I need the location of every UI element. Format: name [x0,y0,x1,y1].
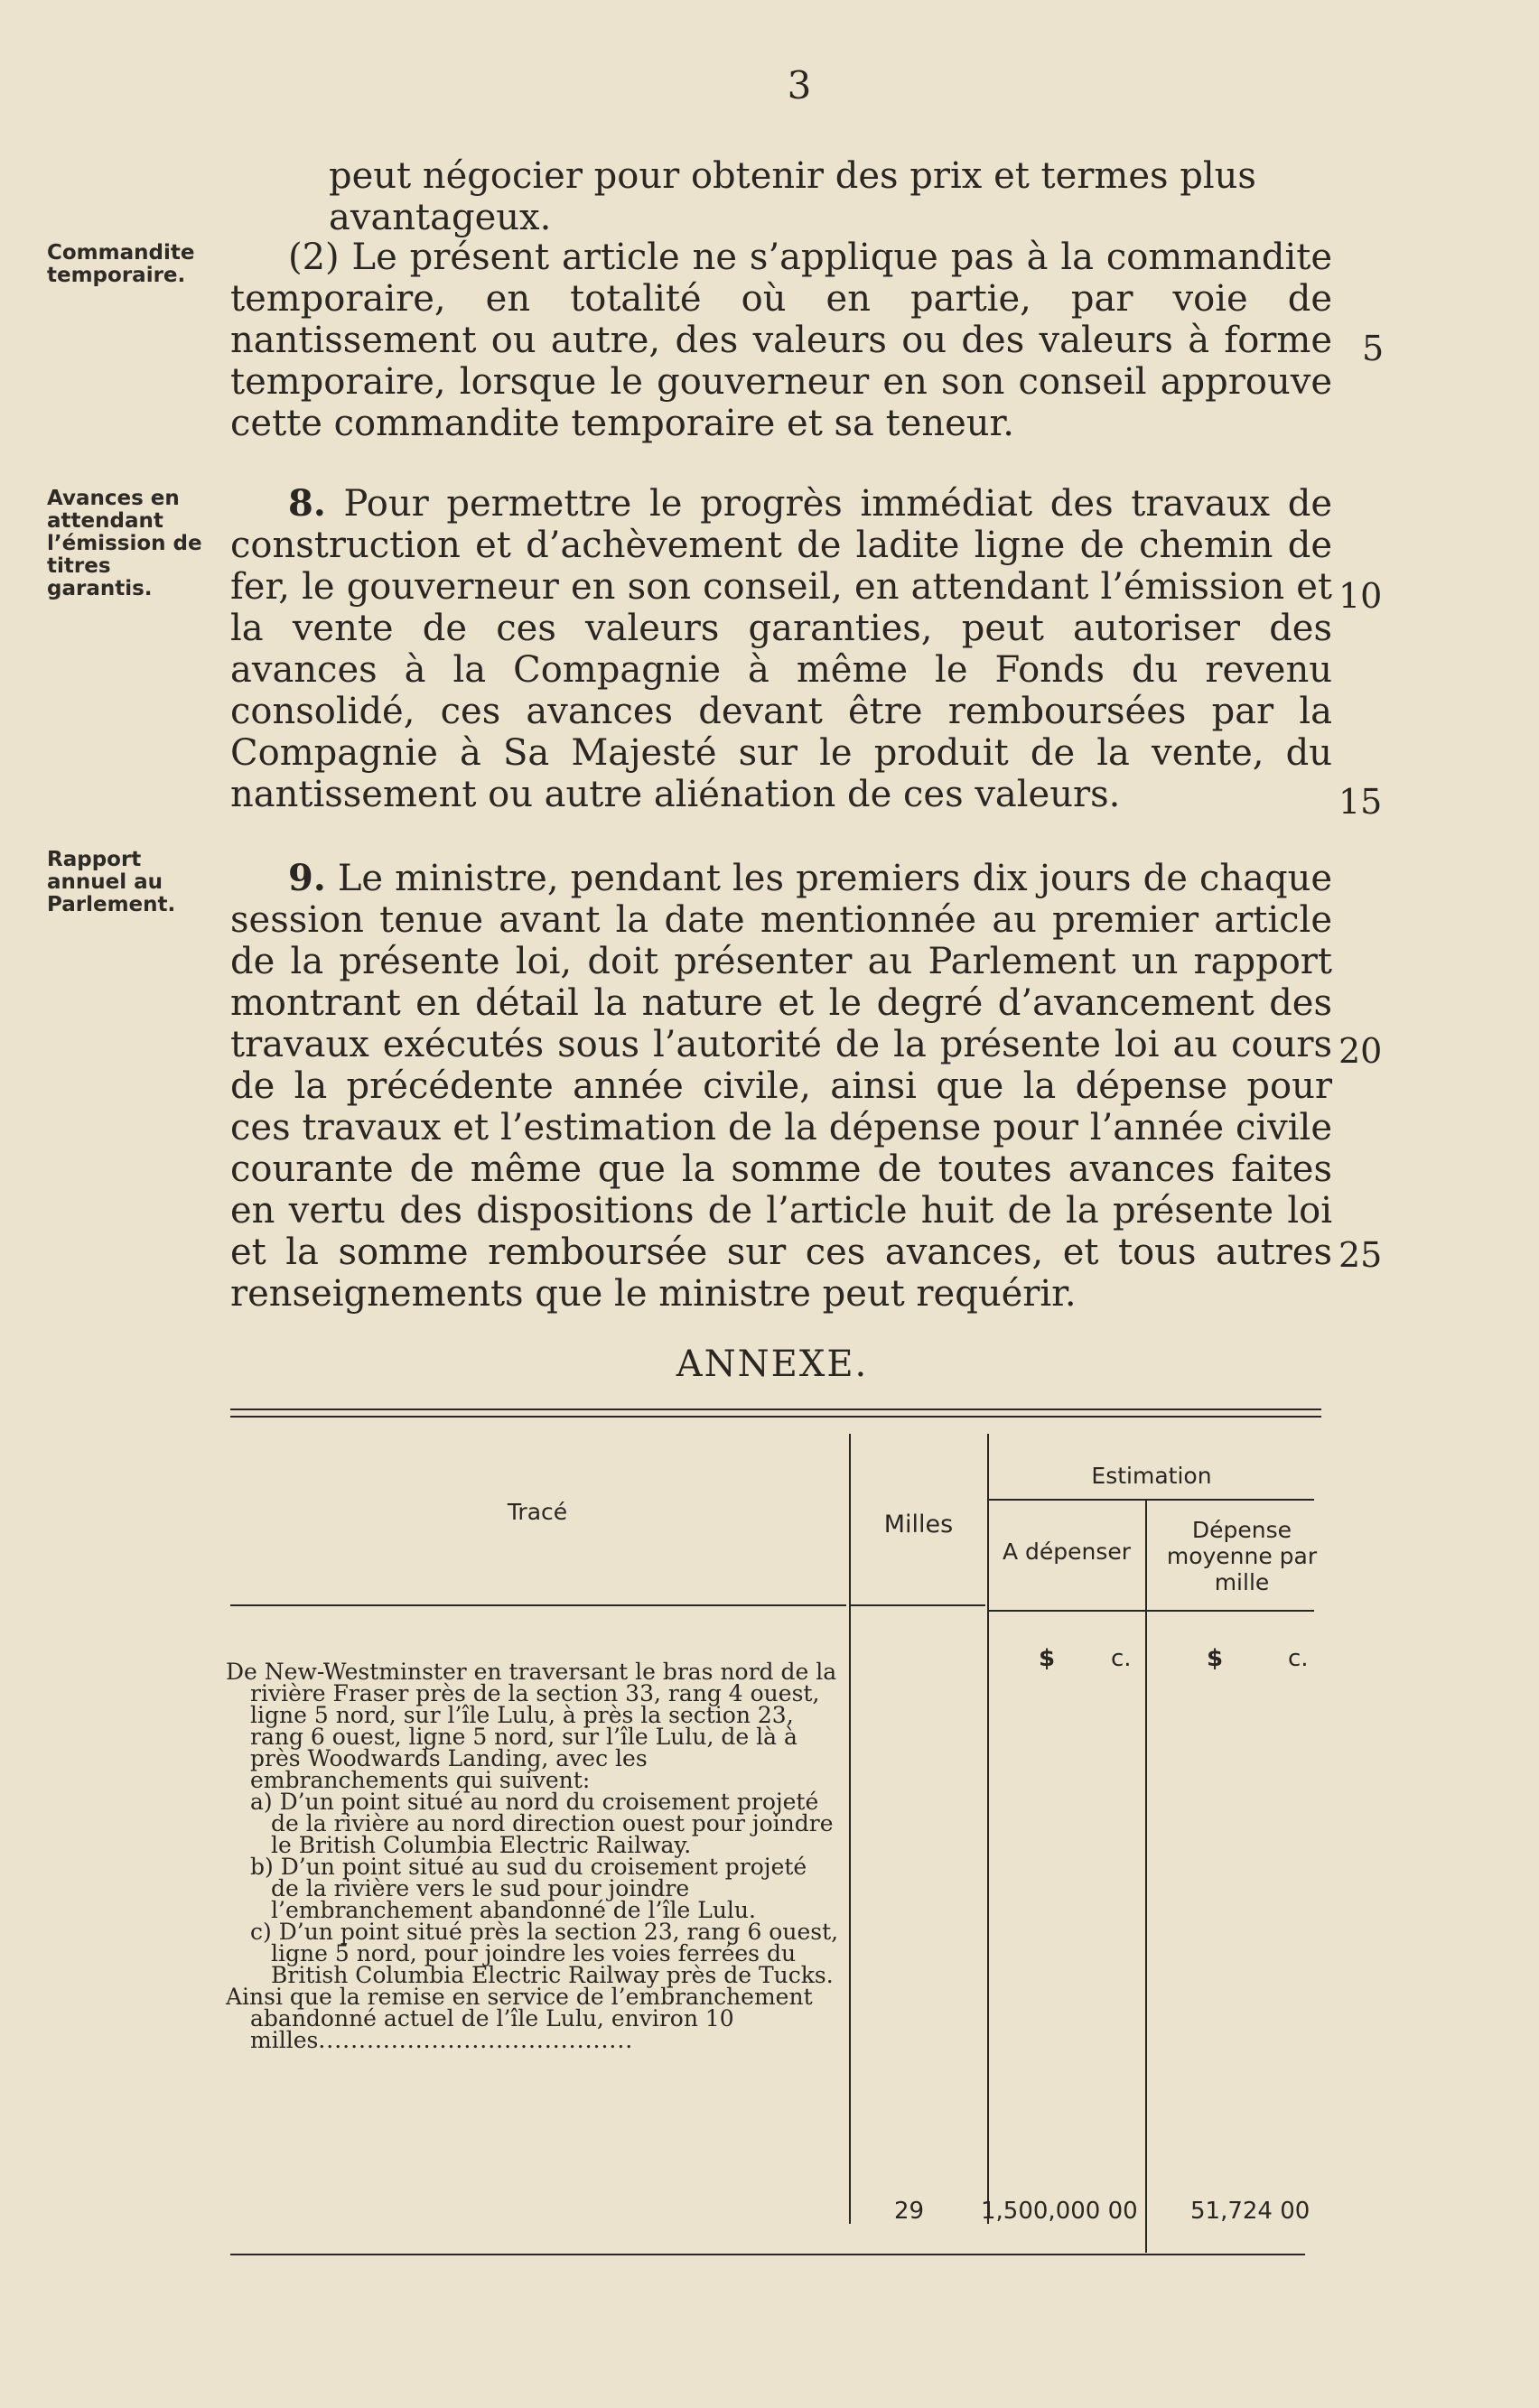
leader-dots: ....................................... [318,2027,634,2053]
route-final [226,1986,840,2051]
section-8-number: 8. [288,482,326,525]
paragraph-section-9 [230,858,1332,1315]
value-depense-moyenne: 51,724 00 [1190,2198,1310,2225]
route-branch-b: b) D’un point situé au sud du croisement projeté de la rivière vers le sud pour joindre l’embranchement abandonné de l’île Lulu. [250,1854,807,1923]
table-top-rule [230,1409,1321,1410]
value-a-depenser: 1,500,000 00 [981,2198,1138,2225]
paragraph-section-8 [230,483,1332,815]
section-8-text: Pour permettre le progrès immédiat des travaux de construction et d’achèvement de ladite ligne de chemin de fer, le gouverneur en son conseil, en attendant l’émission et la vente de ces valeurs garanties, peut autoriser des avances à la Compagnie à même le Fonds du revenu consolidé, ces avances devant être remboursées par la Compagnie à Sa Majesté sur le produit de la vente, du nantissement ou autre aliénation de ces valeurs. [230,483,1333,815]
section-9-text: Le ministre, pendant les premiers dix jours de chaque session tenue avant la date mentionnée au premier article de la présente loi, doit présenter au Parlement un rapport montrant en détail la nature et le degré d’avancement des travaux exécutés sous l’autorité de la présente loi au cours de la précédente année civile, ainsi que la dépense pour ces travaux et l’estimation de la dépense pour l’année civile courante de même que la somme de toutes avances faites en vertu des dispositions de l’article huit de la présente loi et la somme remboursée sur ces avances, et tous autres renseignements que le ministre peut requérir. [230,858,1332,1315]
line-number-15: 15 [1338,782,1383,822]
value-milles: 29 [894,2198,925,2225]
annex-title: ANNEXE. [676,1343,869,1385]
header-rule-trace [230,1604,846,1606]
margin-note-rapport: Rapport annuel au Parlement. [47,848,176,916]
table-bottom-rule [230,2254,1305,2255]
table-top-rule-2 [230,1416,1321,1418]
line-number-25: 25 [1338,1235,1383,1275]
section-9-number: 9. [288,857,326,899]
header-rule-estimation [989,1499,1314,1501]
paragraph-intro: peut négocier pour obtenir des prix et termes plus avantageux. [329,155,1256,238]
header-trace: Tracé [507,1499,568,1525]
route-branch-c: c) D’un point situé près la section 23, rang 6 ouest, ligne 5 nord, pour joindre les voies ferrées du British Columbia Electric Railway près de Tucks. [250,1919,839,1988]
route-branch-a: a) D’un point situé au nord du croisement projeté de la rivière au nord direction ouest pour joindre le British Columbia Electric Railway. [250,1789,834,1858]
line-number-10: 10 [1338,576,1383,616]
header-a-depenser: A dépenser [1002,1539,1132,1565]
currency-dollar-2: $ [1207,1645,1224,1672]
route-description [226,1661,840,2051]
margin-note-avances: Avances en attendant l’émission de titres garantis. [47,487,202,600]
header-milles: Milles [883,1511,954,1539]
header-estimation: Estimation [1091,1463,1212,1489]
currency-cents-1: c. [1111,1645,1132,1672]
column-divider-1 [849,1434,851,2224]
route-main: De New-Westminster en traversant le bras nord de la rivière Fraser près de la section 33, rang 4 ouest, ligne 5 nord, sur l’île Lulu, à près la section 23, rang 6 ouest, ligne 5 nord, sur l’île Lulu, de là à près Woodwards Landing, avec les embranchements qui suivent: [226,1659,837,1793]
currency-dollar-1: $ [1039,1645,1056,1672]
header-rule-sub [989,1610,1314,1612]
route-final-text: Ainsi que la remise en service de l’embranchement abandonné actuel de l’île Lulu, environ 10 milles [226,1984,813,2053]
line-number-20: 20 [1338,1031,1383,1071]
header-depense-moyenne: Dépense moyenne par mille [1166,1517,1318,1595]
currency-cents-2: c. [1288,1645,1309,1672]
page-number: 3 [787,63,812,107]
margin-note-commandite: Commandite temporaire. [47,241,195,287]
header-rule-milles [850,1604,985,1606]
paragraph-section-7-2: (2) Le présent article ne s’applique pas à la commandite temporaire, en totalité où en partie, par voie de nantissement ou autre, des valeurs ou des valeurs à forme temporaire, lorsque le gouverneur en son conseil approuve cette commandite temporaire et sa teneur. [230,237,1332,444]
column-divider-3 [1145,1501,1147,2253]
line-number-5: 5 [1362,329,1385,368]
